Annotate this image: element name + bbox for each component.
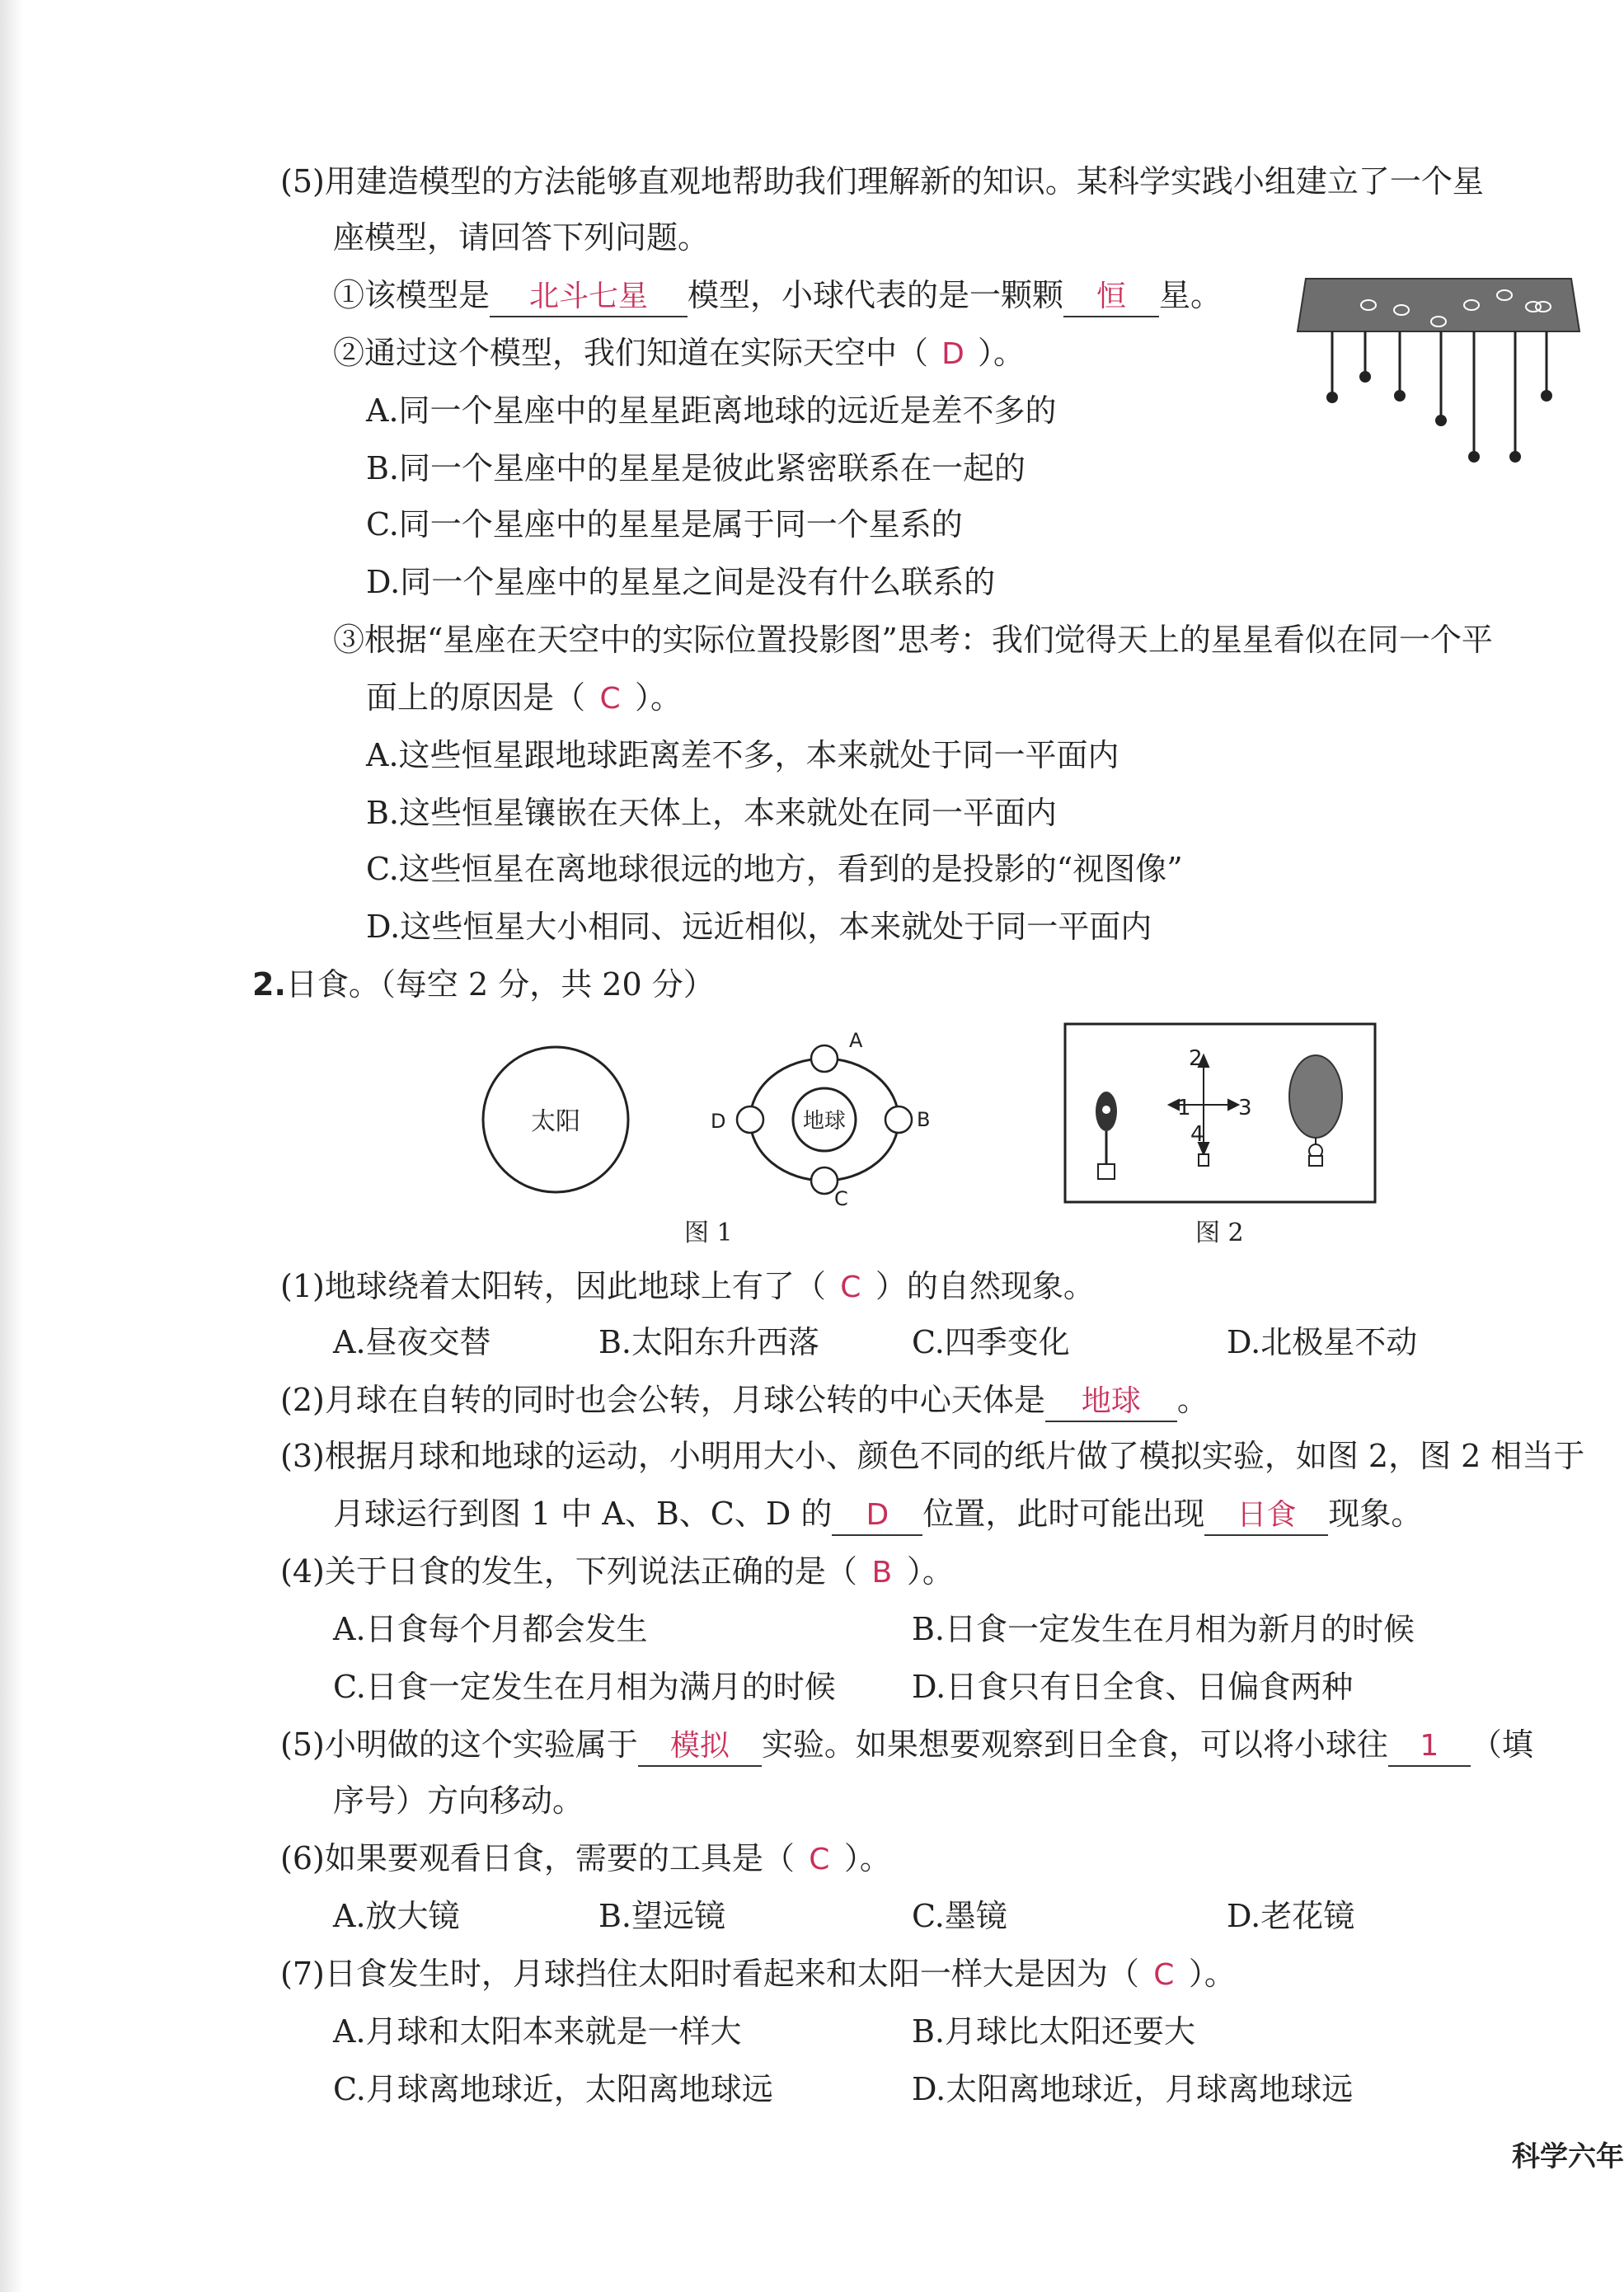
q2-sub1-option-d: D.北极星不动 [1227,1324,1418,1360]
q5-sub2-option-c: C.同一个星座中的星星是属于同一个星系的 [366,506,963,542]
q2-sub3-answer2: 日食 [1237,1498,1297,1532]
page-edge-shadow [0,0,23,2292]
q2-sub3-blank1 [832,1495,922,1536]
q5-sub3-answer: C [599,682,621,716]
q5-sub1-blank1 [490,276,688,317]
arrow-label-4: 4 [1190,1122,1204,1147]
q2-sub6-post: ）。 [843,1840,891,1876]
q5-sub3-line1: ③根据“星座在天空中的实际位置投影图”思考：我们觉得天上的星星看似在同一个平 [333,622,1493,658]
arrow-label-3: 3 [1238,1096,1252,1120]
q2-sub5-answer1: 模拟 [669,1729,730,1763]
q2-sub6-option-c: C.墨镜 [912,1898,1007,1934]
arrow-label-2: 2 [1189,1046,1203,1071]
label-d: D [711,1110,726,1133]
q2-sub3-pre: 月球运行到图 1 中 A、B、C、D 的 [333,1496,833,1532]
moon-position-d [737,1106,763,1133]
q2-sub5-pre: (5)小明做的这个实验属于 [280,1726,638,1763]
q5-sub3-option-d: D.这些恒星大小相同、远近相似，本来就处于同一平面内 [366,909,1152,945]
q2-sub2-pre: (2)月球在自转的同时也会公转，月球公转的中心天体是 [280,1382,1045,1418]
q5-sub2-pre: ②通过这个模型，我们知道在实际天空中（ [333,335,929,371]
q2-sub7-post: ）。 [1188,1956,1236,1992]
q2-sub4 [280,1548,954,1596]
q2-sub7-option-b: B.月球比太阳还要大 [912,2013,1196,2050]
q2-sub3-line1: (3)根据月球和地球的运动，小明用大小、颜色不同的纸片做了模拟实验，如图 2，图 2 相当于 [280,1438,1585,1474]
q2-sub3-blank2 [1204,1495,1328,1536]
q2-sub6 [280,1835,891,1883]
q2-sub5-answer2: 1 [1420,1729,1439,1763]
earth-label: 地球 [802,1109,847,1134]
q2-sub1 [280,1263,1095,1311]
q2-sub3-line2 [333,1491,1422,1537]
q2-sub7-option-c: C.月球离地球近，太阳离地球远 [333,2071,773,2107]
q2-sub4-post: ）。 [906,1553,954,1590]
q2-sub6-option-d: D.老花镜 [1227,1898,1355,1934]
q2-number: 2. [252,966,286,1003]
q2-sub5-blank2 [1388,1726,1471,1767]
q2-sub4-option-c: C.日食一定发生在月相为满月的时候 [333,1669,836,1705]
q2-sub7-option-d: D.太阳离地球近，月球离地球远 [912,2071,1354,2107]
q5-sub1-pre: ①该模型是 [333,277,490,313]
large-paper-disc [1289,1055,1342,1138]
figure2-simulation [1063,1022,1377,1204]
q5-sub3-option-a: A.这些恒星跟地球距离差不多，本来就处于同一平面内 [366,737,1119,773]
q2-sub5-line2: 序号）方向移动。 [333,1782,584,1819]
figure1-sun-earth-moon [470,1022,965,1212]
q2-sub6-answer: C [809,1843,830,1876]
q5-sub2 [333,330,1025,378]
q5-sub1 [333,272,1222,318]
q5-sub2-option-b: B.同一个星座中的星星是彼此紧密联系在一起的 [366,450,1026,486]
q2-sub1-post: ）的自然现象。 [875,1268,1095,1304]
q2-sub5-blank1 [638,1726,762,1767]
q5-sub2-post: ）。 [978,335,1026,371]
label-b: B [917,1108,931,1131]
q2-sub4-option-b: B.日食一定发生在月相为新月的时候 [912,1611,1415,1647]
figure1-caption: 图 1 [684,1219,733,1247]
q5-sub1-mid: 模型，小球代表的是一颗颗 [688,277,1064,313]
q2-sub5-line1 [280,1721,1533,1768]
constellation-model-figure [1294,272,1583,470]
q2-title: 日食。（每空 2 分，共 20 分） [285,966,715,1003]
q2-sub6-pre: (6)如果要观看日食，需要的工具是（ [280,1840,795,1876]
q2-sub1-option-c: C.四季变化 [912,1324,1070,1360]
q2-sub6-option-a: A.放大镜 [333,1898,460,1934]
q2-sub1-option-a: A.昼夜交替 [333,1324,491,1360]
label-a: A [849,1029,863,1052]
q2-sub4-pre: (4)关于日食的发生，下列说法正确的是（ [280,1553,857,1590]
q2-sub5-post: （填 [1470,1726,1533,1763]
q2-sub5-mid: 实验。如果想要观察到日全食，可以将小球往 [761,1726,1388,1763]
q2-sub7-option-a: A.月球和太阳本来就是一样大 [333,2013,742,2050]
q5-sub3-option-c: C.这些恒星在离地球很远的地方，看到的是投影的“视图像” [366,851,1183,887]
q2-sub7-answer: C [1153,1958,1175,1992]
q2-sub2-answer: 地球 [1081,1384,1141,1418]
label-c: C [834,1187,848,1210]
q2-sub3-mid: 位置，此时可能出现 [922,1496,1205,1532]
q5-sub1-answer1: 北斗七星 [529,279,649,313]
q5-sub3-option-b: B.这些恒星镶嵌在天体上，本来就处在同一平面内 [366,795,1058,831]
q2-sub3-post: 现象。 [1328,1496,1423,1532]
q2-sub4-option-a: A.日食每个月都会发生 [333,1611,648,1647]
q5-sub2-option-a: A.同一个星座中的星星距离地球的远近是差不多的 [366,392,1057,429]
q2-sub1-option-b: B.太阳东升西落 [598,1324,820,1360]
q2-sub7-pre: (7)日食发生时，月球挡住太阳时看起来和太阳一样大是因为（ [280,1956,1139,1992]
q2-sub1-answer: C [840,1270,861,1304]
q5-sub2-answer: D [941,337,965,371]
figure2-caption: 图 2 [1195,1219,1244,1247]
q5-stem-line1: (5)用建造模型的方法能够直观地帮助我们理解新的知识。某科学实践小组建立了一个星 [280,163,1484,200]
q5-sub1-blank2 [1063,276,1159,317]
q5-sub3-line2 [366,674,682,722]
moon-position-b [885,1106,912,1133]
moon-position-a [811,1045,838,1072]
q5-sub3-pre: 面上的原因是（ [366,679,586,716]
q2-sub2 [280,1377,1209,1423]
q2-sub1-pre: (1)地球绕着太阳转，因此地球上有了（ [280,1268,826,1304]
q2-sub2-post: 。 [1176,1382,1209,1418]
q2-sub7 [280,1951,1236,1998]
q2-sub2-blank [1045,1381,1177,1422]
q5-sub1-answer2: 恒 [1096,279,1127,313]
arrow-label-1: 1 [1177,1096,1191,1120]
q5-sub2-option-d: D.同一个星座中的星星之间是没有什么联系的 [366,564,996,600]
sun-label: 太阳 [531,1107,580,1136]
q2-sub4-answer: B [871,1556,893,1590]
q5-sub3-post: ）。 [635,679,683,716]
q2-sub4-option-d: D.日食只有日全食、日偏食两种 [912,1669,1354,1705]
q2-sub3-answer1: D [866,1498,889,1532]
q2-sub6-option-b: B.望远镜 [598,1898,726,1934]
q5-sub1-post: 星。 [1159,277,1223,313]
q5-stem-line2: 座模型，请回答下列问题。 [333,219,710,256]
footer-subject-grade: 科学六年 [1512,2140,1624,2173]
q2-heading [252,961,715,1007]
